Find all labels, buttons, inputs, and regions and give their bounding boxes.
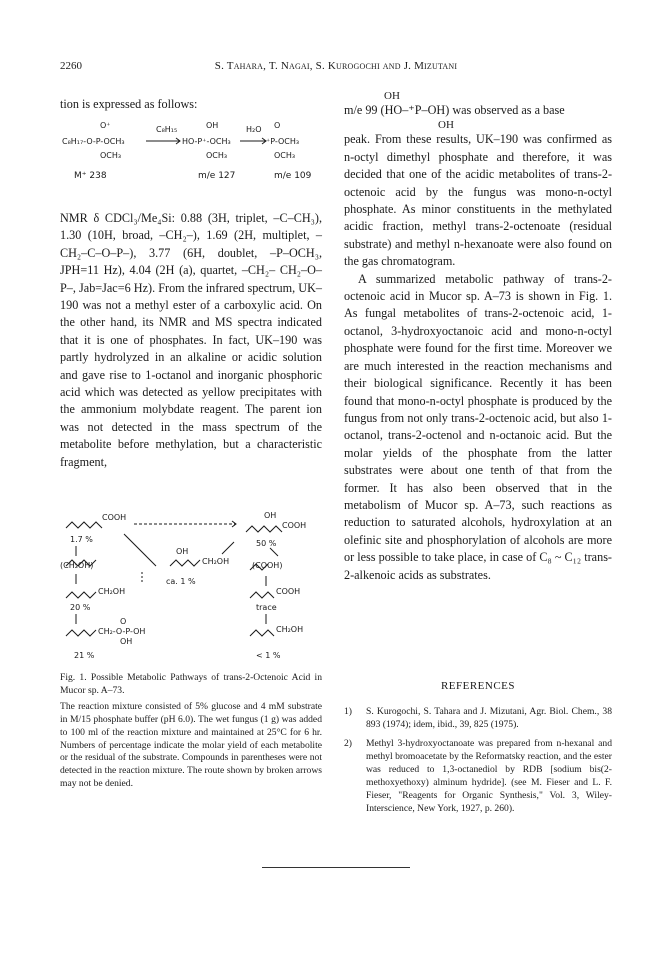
nmr-paragraph-block — [60, 210, 322, 471]
octanol-pct: 20 % — [70, 603, 91, 612]
mol3-bottom: OCH₃ — [274, 151, 296, 160]
mol1-bottom: OCH₃ — [100, 151, 122, 160]
hexanol: CH₂OH — [276, 625, 304, 634]
mol2-label: m/e 127 — [198, 171, 236, 181]
hexanoic-cooh: COOH — [276, 587, 301, 596]
hydroxy-pct: 50 % — [256, 539, 277, 548]
ms-fragmentation-scheme — [60, 118, 322, 198]
reference-number: 1) — [344, 706, 352, 717]
references-section — [344, 680, 612, 821]
phosphate-chain — [66, 630, 96, 636]
caption-title: Fig. 1. Possible Metabolic Pathways of trans-2-Octenoic Acid in Mucor sp. A–73. — [60, 672, 322, 696]
mol3: ⁺P-OCH₃ — [266, 137, 300, 146]
footer-rule — [262, 867, 410, 868]
reference-item — [344, 705, 612, 731]
arrow-hydroxy-octenol — [222, 542, 234, 554]
mol3-label: m/e 109 — [274, 171, 312, 181]
caption-body: The reaction mixture consisted of 5% glucose and 4 mM substrate in M/15 phosphate buffer (pH 6.0). The wet fungus (1 g) was added to 100 ml of the reaction mixture and maintained at 25°C for 6 hr. Numbers of percentage indicate the molar yield of each metabolite or the residual of the substrate. Compounds in parentheses were not detected in the reaction mixture. The route shown by broken arrows may not be denied. — [60, 701, 322, 789]
fragment-line: m/e 99 (HO–⁺P–OH) was observed as a base — [344, 103, 565, 117]
reference-item — [344, 737, 612, 815]
reference-text: S. Kurogochi, S. Tahara and J. Mizutani, Agr. Biol. Chem., 38 893 (1974); idem, ibid., 39, 825 (1975). — [366, 706, 612, 730]
substrate-chain — [66, 522, 102, 528]
hydroxy-chain — [246, 526, 282, 532]
hexanoic-chain — [250, 592, 274, 598]
phosphate-o: O — [120, 617, 127, 626]
octanol: CH₂OH — [98, 587, 126, 596]
substrate-pct: 1.7 % — [70, 535, 93, 544]
mol2-bottom: OCH₃ — [206, 151, 228, 160]
references-heading: REFERENCES — [440, 680, 516, 692]
nmr-paragraph: NMR δ CDCl₃/Me₄Si: 0.88 (3H, triplet, –C–CH₃), 1.30 (10H, broad, –CH₂–), 1.69 (2H, multiplet, –CH₂–C–O–P–), 3.77 (6H, doublet, –P–OCH₃, JPH=11 Hz), 4.04 (2H (a), quartet, –CH₂– CH₂–O–P–, Jab=Jac=6 Hz). From the infrared spectrum, UK–190 was not a methyl ester of a carboxylic acid. On the other hand, its NMR and MS spectra indicated that it is one of phosphates. In fact, UK–190 was partly hydrolyzed in an alkaline or acidic solution and gave rise to 1-octanol and inorganic phosphoric acid which was detected as yellow precipitates with the ammonium molybdate reagent. The parent ion was not detected in the mass spectrum of the metabolite before methylation, but a characteristic fragment, — [60, 211, 322, 469]
octenol-chain — [170, 560, 200, 566]
mol2: HO-P⁺-OCH₃ — [182, 137, 231, 146]
octenol: CH₂OH — [202, 557, 230, 566]
trace-label: trace — [256, 603, 277, 612]
right-column — [344, 90, 612, 584]
loss1-label: C₈H₁₅ — [156, 125, 178, 134]
metabolic-pathway-figure — [60, 506, 322, 662]
left-intro — [60, 96, 322, 113]
arrow-substrate-octenol — [124, 534, 156, 566]
octanol-chain — [66, 592, 96, 598]
page-number: 2260 — [60, 60, 82, 72]
loss2-label: H₂O — [246, 125, 262, 134]
intro-text: tion is expressed as follows: — [60, 97, 198, 111]
right-paragraph-2: A summarized metabolic pathway of trans-2-octenoic acid in Mucor sp. A–73 is shown in Fig. 1. As fungal metabolites of trans-2-octenoic acid, 1-octanol, 3-hydroxyoctanoic acid and mono-n-octyl phosphate were found for the first time. Moreover we are much interested in the reaction mechanisms and their biological significance. Recently it has been found that mono-n-octyl phosphate is produced by the fungus from not only trans-2-octenoic acid, but also 1-octanol, trans-2-octenol and n-octanoic acid. But the molar yields of the phosphate from the latter substrates were about one tenth of that from the former. It has also been observed that in the metabolism of Mucor sp. A–73, such reactions as reduction to saturated alcohols, hydroxylation at an olefinic site and phosphorylation of alcohols are more or less possible to take place, in case of C₈ ~ C₁₂ trans-2-alkenoic acids as substrates. — [344, 271, 612, 582]
fragment-oh-bottom: OH — [438, 119, 454, 132]
ca-pct: ca. 1 % — [166, 577, 196, 586]
phosphate-pct: 21 % — [74, 651, 95, 660]
figure-caption — [60, 672, 322, 794]
arrow-hydroxy-paren — [270, 548, 278, 556]
mol3-top: O — [274, 121, 281, 130]
phosphate-oh: OH — [120, 637, 133, 646]
hydroxy-oh: OH — [264, 511, 277, 520]
reference-number: 2) — [344, 738, 352, 749]
reference-text: Methyl 3-hydroxyoctanoate was prepared from n-hexanal and methyl bromoacetate by the Reformatsky reaction, and the ester was reduced to 1,3-octanediol by RDB [sodium bis(2-methoxyethoxy) alminum hydride]. (see M. Fieser and L. F. Fieser, "Reagents for Organic Synthesis," Vol. 3, Wiley-Interscience, New York, 1927, p. 260). — [366, 738, 612, 814]
octenol-oh: OH — [176, 547, 189, 556]
mol1-top: O⁺ — [100, 121, 111, 130]
hexanol-pct: < 1 % — [256, 651, 281, 660]
mol1-label: M⁺ 238 — [74, 171, 107, 181]
fragment-oh-top: OH — [384, 90, 400, 102]
mol2-top: OH — [206, 121, 219, 130]
hexanol-chain — [250, 630, 274, 636]
paren-cooh: (COOH) — [252, 561, 283, 570]
running-authors: S. Tahara, T. Nagai, S. Kurogochi and J. Mizutani — [214, 60, 458, 72]
hydroxy-cooh: COOH — [282, 521, 307, 530]
mol1: C₈H₁₇-O-P-OCH₃ — [62, 137, 125, 146]
running-header — [60, 60, 612, 80]
phosphate: CH₂-O-P-OH — [98, 627, 146, 636]
right-paragraph-1: peak. From these results, UK–190 was confirmed as n-octyl dimethyl phosphate and therefore, it was decided that one of the acidic metabolites of trans-2-octenoic acid by the fungus was mono-n-octyl phosphate. As minor constituents in the methylated acidic fraction, methyl trans-2-octenoate (residual substrate) and methyl n-hexanoate were also found on the gas chromatogram. — [344, 132, 612, 269]
substrate-cooh: COOH — [102, 513, 127, 522]
enol: (CH₂OH) — [60, 561, 94, 570]
